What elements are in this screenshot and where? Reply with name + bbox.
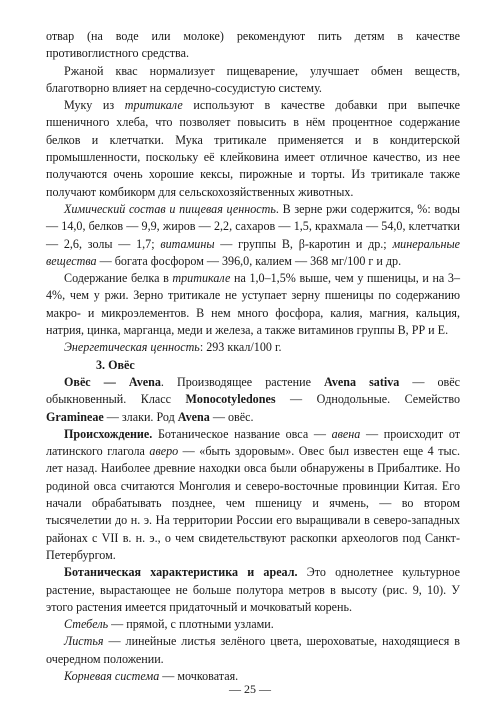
italic-term: тритикале bbox=[124, 98, 183, 113]
italic-term: аверо bbox=[149, 444, 179, 459]
italic-term: Химический состав и пищевая ценность bbox=[64, 201, 276, 216]
text-run: Это однолетнее культурное растение, вырастающее не больше полутора метров в высоту (рис. 9, 10). У этого растения имеется придаточный и мочковатый корень. bbox=[46, 565, 460, 614]
italic-term: Листья bbox=[64, 634, 104, 649]
italic-term: тритикале bbox=[172, 271, 231, 286]
bold-term: Происхождение. bbox=[64, 426, 153, 441]
italic-term: Стебель bbox=[64, 617, 109, 632]
italic-term: Энергетическая ценность bbox=[64, 340, 200, 355]
text-run: — мочковатая. bbox=[159, 668, 239, 683]
text-run: Ботаническое название овса — bbox=[152, 426, 332, 441]
paragraph-decoction bbox=[46, 28, 460, 63]
paragraph-stem bbox=[46, 616, 460, 633]
italic-term: минеральные вещества bbox=[46, 236, 460, 268]
paragraph-text: отвар (на воде или молоке) рекомендуют пить детям в качестве противоглистного средства. bbox=[46, 29, 460, 61]
paragraph-chemical-composition bbox=[46, 201, 460, 270]
paragraph-protein-content bbox=[46, 270, 460, 339]
text-run: — линейные листья зелёного цвета, шероховатые, находящиеся в очередном положении. bbox=[46, 634, 460, 666]
paragraph-kvass bbox=[46, 63, 460, 98]
text-run: — злаки. Род bbox=[103, 409, 178, 424]
bold-term: Monocotyledones bbox=[185, 392, 276, 407]
bold-term: Ботаническая характеристика и ареал. bbox=[64, 565, 298, 580]
paragraph-botanical-description bbox=[46, 564, 460, 616]
italic-term: витамины bbox=[160, 236, 215, 251]
bold-term: Gramineae bbox=[46, 409, 104, 424]
italic-term: авена bbox=[331, 426, 361, 441]
text-run: Муку из bbox=[64, 98, 125, 113]
paragraph-oat-taxonomy bbox=[46, 374, 460, 426]
text-run: — группы В, β-каротин и др.; bbox=[214, 236, 393, 251]
text-run: — прямой, с плотными узлами. bbox=[108, 617, 274, 632]
paragraph-triticale-flour bbox=[46, 97, 460, 201]
text-run: . В зерне ржи содержится, %: воды — 14,0, белков — 9,9, жиров — 2,2, сахаров — 1,5, крахмала — 54,0, клетчатки — 2,6, золы — 1,7; bbox=[46, 201, 460, 251]
section-heading: 3. Овёс bbox=[96, 357, 135, 372]
text-run: — «быть здоровым». Овес был известен еще 4 тыс. лет назад. Наиболее древние находки овса были обнаружены в Прибалтике. Но родиной овса считаются Монголия и северо-восточные провинции Китая. Его начали обрабатывать позднее, чем пшеницу и ячмень, — во втором тысячелетии до н. э. На территории России его выращивали в северо-западных районах с VII в. н. э., о чем свидетельствуют раскопки археологов под Санкт-Петербургом. bbox=[46, 444, 460, 562]
italic-term: Корневая система bbox=[64, 668, 160, 683]
bold-term: Avena bbox=[177, 409, 210, 424]
text-run: — происходит от латинского глагола bbox=[46, 426, 460, 459]
paragraph-energy-value bbox=[46, 339, 460, 356]
paragraph-origin bbox=[46, 426, 460, 564]
text-run: : 293 ккал/100 г. bbox=[199, 340, 282, 355]
text-run: — богата фосфором — 396,0, калием — 368 мг/100 г и др. bbox=[96, 253, 402, 268]
text-run: Содержание белка в bbox=[64, 271, 173, 286]
paragraph-text: Ржаной квас нормализует пищеварение, улучшает обмен веществ, благотворно влияет на сердечно-сосудистую систему. bbox=[46, 63, 460, 95]
text-run: — овёс. bbox=[209, 409, 254, 424]
text-run: на 1,0–1,5% выше, чем у пшеницы, и на 3–4%, чем у ржи. Зерно тритикале не уступает зерну пшеницы по содержанию макро- и микроэлементов. В нем много фосфора, калия, магния, кальция, натрия, цинка, марганца, меди и железа, а также витаминов группы В, РР и Е. bbox=[46, 271, 460, 338]
text-run: . Производящее растение bbox=[160, 374, 324, 389]
text-run: используют в качестве добавки при выпечке пшеничного хлеба, что позволяет повысить в нём процентное содержание белков и клетчатки. Мука тритикале применяется и в кондитерской промышленности, поскольку её клейковина имеет отличное качество, из нее получаются очень хорошие кексы, пирожные и торты. Из тритикале также получают комбикорм для сельскохозяйственных животных. bbox=[46, 98, 460, 199]
text-run: — овёс обыкновенный. Класс bbox=[46, 374, 461, 407]
bold-term: Овёс — Avena bbox=[64, 374, 161, 389]
page-number: — 25 — bbox=[229, 682, 271, 696]
bold-term: Avena sativa bbox=[324, 374, 400, 389]
text-run: — Однодольные. Семейство bbox=[275, 392, 460, 407]
paragraph-leaves bbox=[46, 633, 460, 668]
